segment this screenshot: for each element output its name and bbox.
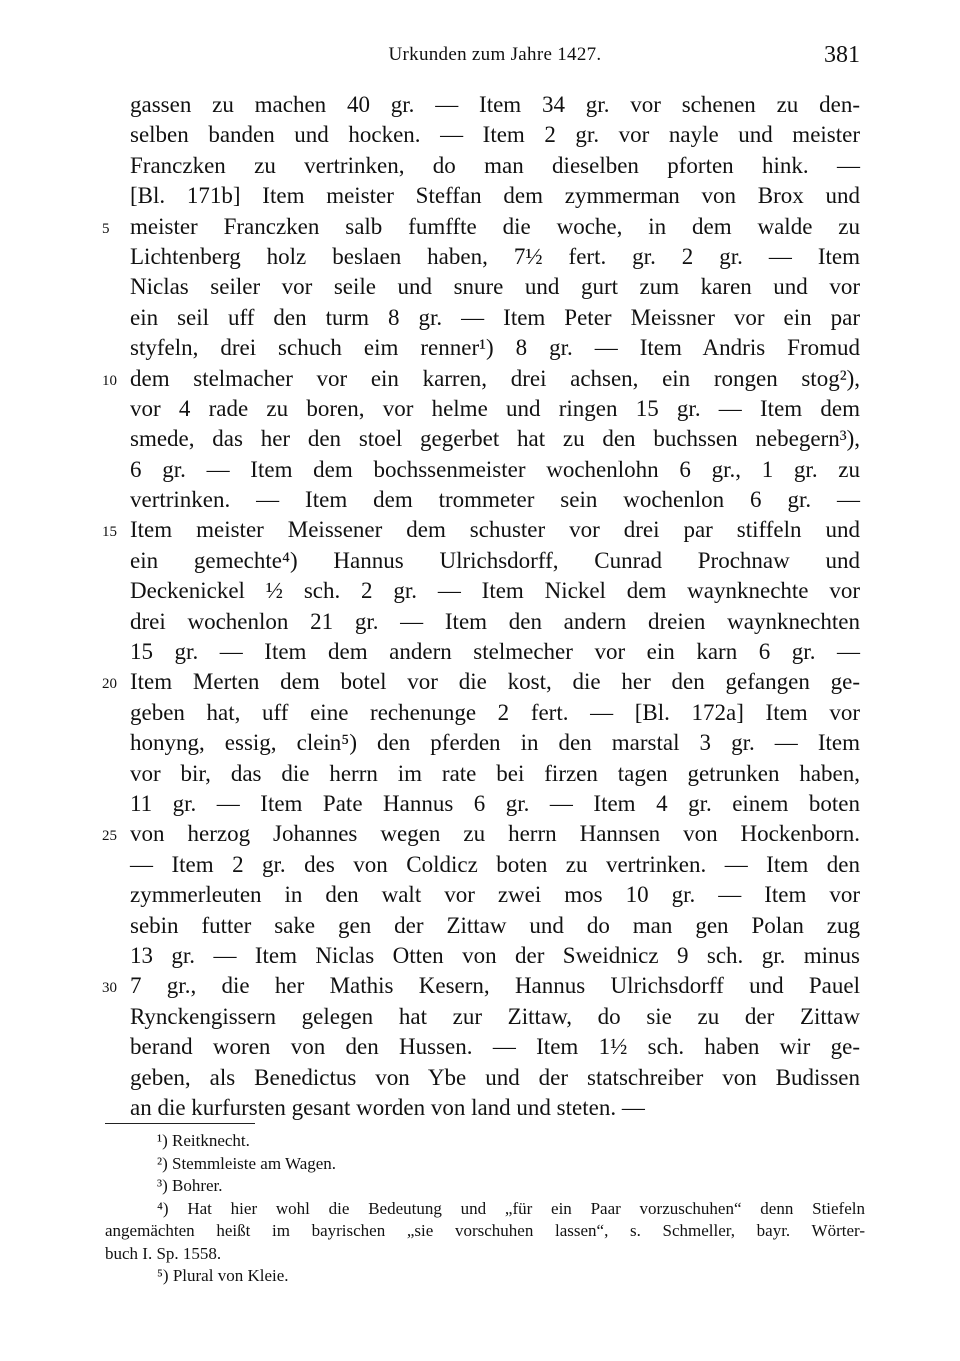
line-text: berand woren von den Hussen. — Item 1½ sch. haben wir ge- <box>130 1034 860 1060</box>
footnote-line: ¹) Reitknecht. <box>157 1131 250 1150</box>
body-text <box>102 90 860 1123</box>
line-text: [Bl. 171b] Item meister Steffan dem zymmerman von Brox und <box>130 183 860 209</box>
line-text: 13 gr. — Item Niclas Otten von der Sweidnicz 9 sch. gr. minus <box>130 942 860 968</box>
line-text: sebin futter sake gen der Zittaw und do man gen Polan zug <box>130 912 860 938</box>
text-line <box>130 789 860 819</box>
footnote-rule <box>105 1123 255 1124</box>
text-line <box>130 698 860 728</box>
text-line <box>102 364 860 394</box>
text-line <box>130 181 860 211</box>
line-text: vertrinken. — Item dem trommeter sein wochenlon 6 gr. — <box>130 487 860 513</box>
line-text: Item Merten dem botel vor die kost, die her den gefangen ge- <box>130 669 860 695</box>
line-text: zymmerleuten in den walt vor zwei mos 10 gr. — Item vor <box>130 882 860 908</box>
text-line <box>130 485 860 515</box>
line-text: 7 gr., die her Mathis Kesern, Hannus Ulrichsdorff und Pauel <box>130 973 860 999</box>
text-line <box>102 515 860 545</box>
line-text: styfeln, drei schuch eim renner¹) 8 gr. — Item Andris Fromud <box>130 335 860 361</box>
line-number: 30 <box>102 980 117 997</box>
text-line <box>130 880 860 910</box>
text-line <box>102 212 860 242</box>
text-line <box>130 455 860 485</box>
text-line <box>130 120 860 150</box>
line-text: geben, als Benedictus von Ybe und der statschreiber von Budissen <box>130 1064 860 1090</box>
text-line <box>130 637 860 667</box>
text-line <box>130 151 860 181</box>
line-text: Item meister Meissener dem schuster vor drei par stiffeln und <box>130 517 860 543</box>
line-number: 5 <box>102 220 110 237</box>
text-line <box>130 728 860 758</box>
text-line <box>130 1032 860 1062</box>
line-text: von herzog Johannes wegen zu herrn Hannsen von Hockenborn. <box>130 821 860 847</box>
text-line <box>102 971 860 1001</box>
footnote-line: ²) Stemmleiste am Wagen. <box>157 1153 337 1173</box>
line-text: ein gemechte⁴) Hannus Ulrichsdorff, Cunrad Prochnaw und <box>130 547 860 573</box>
line-text: geben hat, uff eine rechenunge 2 fert. — [Bl. 172a] Item vor <box>130 699 860 725</box>
line-text: Lichtenberg holz beslaen haben, 7½ fert. gr. 2 gr. — Item <box>130 243 860 269</box>
text-line <box>130 303 860 333</box>
line-number: 25 <box>102 828 117 845</box>
footnote-line: ³) Bohrer. <box>157 1176 223 1195</box>
line-number: 15 <box>102 524 117 541</box>
text-line <box>130 424 860 454</box>
header-title: Urkunden zum Jahre 1427. <box>388 44 602 65</box>
text-line <box>130 1093 860 1123</box>
line-text: selben banden und hocken. — Item 2 gr. vor nayle und meister <box>130 122 860 148</box>
text-line <box>130 607 860 637</box>
line-text: Niclas seiler vor seile und snure und gurt zum karen und vor <box>130 274 860 300</box>
text-line <box>130 1063 860 1093</box>
footnote-line: buch I. Sp. 1558. <box>105 1243 222 1263</box>
line-text: Franczken zu vertrinken, do man dieselben pforten hink. — <box>130 152 860 178</box>
text-line <box>130 333 860 363</box>
line-text: vor 4 rade zu boren, vor helme und ringen 15 gr. — Item dem <box>130 395 860 421</box>
line-text: dem stelmacher vor ein karren, drei achsen, ein rongen stog²), <box>130 365 860 391</box>
footnotes <box>105 1130 865 1288</box>
page-number: 381 <box>824 42 860 68</box>
line-text: 11 gr. — Item Pate Hannus 6 gr. — Item 4 gr. einem boten <box>130 790 860 816</box>
text-line <box>130 911 860 941</box>
text-line <box>130 272 860 302</box>
text-line <box>130 1002 860 1032</box>
line-text: gassen zu machen 40 gr. — Item 34 gr. vor schenen zu den- <box>130 92 860 117</box>
line-number: 10 <box>102 372 117 389</box>
footnote-line: angemächten heißt im bayrischen „sie vorschuhen lassen“, s. Schmeller, bayr. Wörter- <box>105 1221 865 1240</box>
text-line <box>130 394 860 424</box>
text-line <box>130 941 860 971</box>
line-text: Deckenickel ½ sch. 2 gr. — Item Nickel dem waynknechte vor <box>130 578 860 604</box>
line-text: 6 gr. — Item dem bochssenmeister wochenlohn 6 gr., 1 gr. zu <box>130 456 860 482</box>
line-text: ein seil uff den turm 8 gr. — Item Peter Meissner vor ein par <box>130 304 860 330</box>
footnote-line: ⁴) Hat hier wohl die Bedeutung und „für ein Paar vorzuschuhen“ denn Stiefeln <box>157 1198 865 1218</box>
text-line <box>130 759 860 789</box>
line-text: meister Franczken salb fumffte die woche, in dem walde zu <box>130 213 860 239</box>
text-line <box>130 546 860 576</box>
text-line <box>130 242 860 272</box>
line-text: honyng, essig, clein⁵) den pferden in den marstal 3 gr. — Item <box>130 730 860 756</box>
text-line <box>130 850 860 880</box>
text-line <box>130 90 860 120</box>
line-text: vor bir, das die herrn im rate bei firzen tagen getrunken haben, <box>130 760 860 786</box>
line-text: an die kurfursten gesant worden von land und steten. — <box>130 1094 645 1120</box>
text-line <box>130 576 860 606</box>
text-line <box>102 667 860 697</box>
line-text: drei wochenlon 21 gr. — Item den andern dreien waynknechten <box>130 608 860 634</box>
text-line <box>102 819 860 849</box>
line-text: smede, das her den stoel gegerbet hat zu den buchssen nebegern³), <box>130 426 860 452</box>
running-header <box>130 40 860 76</box>
line-text: — Item 2 gr. des von Coldicz boten zu vertrinken. — Item den <box>130 851 860 877</box>
line-text: Rynckengissern gelegen hat zur Zittaw, do sie zu der Zittaw <box>130 1003 860 1029</box>
line-text: 15 gr. — Item dem andern stelmecher vor ein karn 6 gr. — <box>130 639 860 665</box>
line-number: 20 <box>102 676 117 693</box>
footnote-line: ⁵) Plural von Kleie. <box>157 1266 289 1285</box>
